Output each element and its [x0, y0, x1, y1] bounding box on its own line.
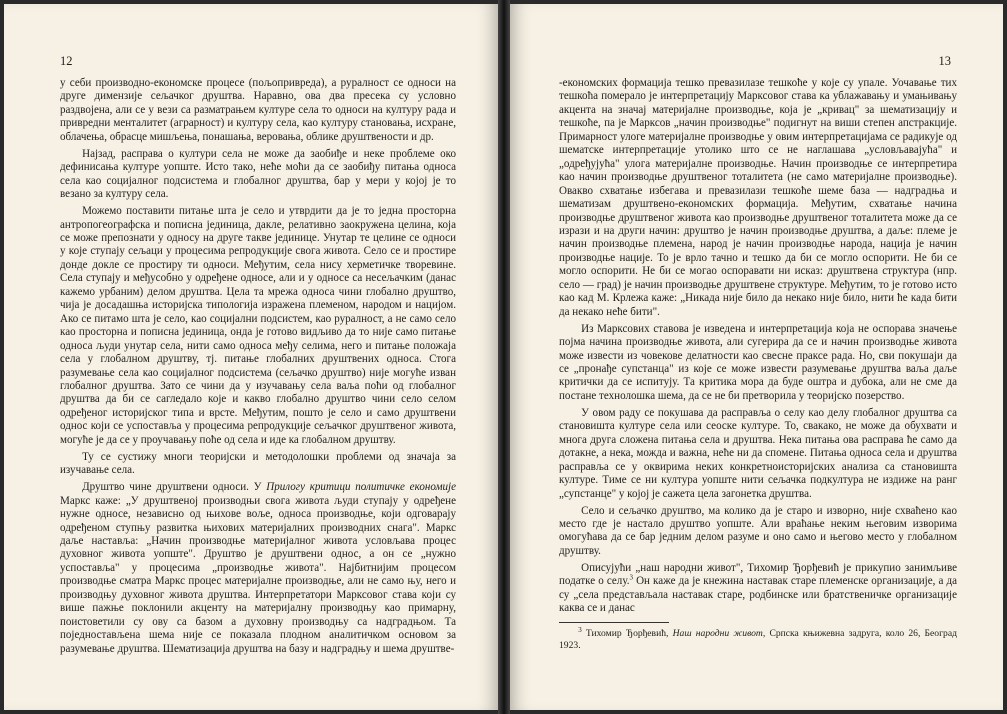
paragraph — [559, 77, 957, 319]
right-page-body — [559, 77, 957, 619]
book-gutter — [498, 0, 510, 714]
paragraph-text: Ту се сустижу многи теоријски и методолошки проблеми од значаја за изучавање села. — [60, 450, 456, 477]
footnote-author: Тихомир Ђорђевић, — [585, 628, 669, 639]
paragraph — [559, 323, 957, 404]
left-page-body — [60, 77, 456, 660]
paragraph — [60, 451, 456, 478]
paragraph-text: -економских формација тешко превазилазе тешкоће у које су упале. Уочавање тих тешкоћа померало је интерпретацију Марксовог става ка ублажавању и умањивању акцента на значај материјалне производње, која је „кривац" за шематизацију и тешкоће, па је Марксов „начин производње" подигнут на виши степен апстракције. Примарност улоге материјалне производње у овим интерпретацијама се радикује од шематске интерпретације утолико што се не наглашава „условљавајућа" и „одређујућа" улога материјалне производње. Начин производње се интерпретира као начин производње друштвеног тоталитета (не само материјалне производње). Овакво схватање избегава и превазилази тешкоће шеме база — надградња и шематизам друштвено-економских формација. Међутим, схватање начина производње друштвеног живота као производње друштвеног тоталитета може да се изрази и на други начин: друштво је начин производње друштва, а даље: племе је начин производње племена, народ је начин производње народа, нација је начин производње нације. То је врло тачно и тешко да би се могло оспорити. Не би се могло оспорити. Не би се могао оспоравати ни исказ: друштвена структура (нпр. село — град) је начин производње друштвене структуре. Међутим, то је готово исто као кад М. Крлежа каже: „Никада није било да некако није било, нити ће када бити да некако неће бити". — [559, 77, 957, 318]
footnote-marker: 3 — [578, 625, 582, 634]
footnote-title: Наш народни живот — [672, 628, 763, 639]
paragraph-text: У овом раду се покушава да расправља о селу као делу глобалног друштва са становишта културе села или сеоске културе. То, свакако, не може да обухвати и многа друга сложена питања села и друштва. Нека питања ова расправа ће само да дотакне, а нека, можда и важна, неће ни да спомене. Питања односа села и друштва расправља се у оквирима неких конкретноисторијских анализа са становишта културе. Тиме се ни култура уопште нити сељачка подкултура не издиже на ранг „супстанце" у којој је сажета цела загонетка друштва. — [559, 406, 957, 500]
footnote — [559, 625, 957, 652]
paragraph-text: Из Марксових ставова је изведена и интерпретација која не оспорава значење појма начина производње живота, али сугерира да се и начин производње живота може извести из човекове делатности као свесне праксе рада. Но, сви покушаји да се „пронађе супстанца" из које се може извести разумевање друштва ваља даље критички да се испитују. Та критика мора да буде оштра и дубока, али не сме да постане технолошка шема, да се не би претворила у теоријско позерство. — [559, 322, 957, 402]
paragraph-text: Он каже да је кнежина наставак старе племенске организације, а да су „села представљала наставак старе, родбинске или братственичке организације каква се и данас — [559, 575, 957, 615]
paragraph — [559, 562, 957, 616]
page-number-right: 13 — [938, 54, 951, 68]
footnote-details: , Српска књижевна задруга, коло 26, Београд 1923. — [559, 628, 957, 651]
footnote-divider — [559, 622, 669, 623]
paragraph — [60, 148, 456, 202]
paragraph-text: Описујући „наш народни живот", Тихомир Ђорђевић је прикупио занимљиве податке о селу. — [559, 561, 957, 588]
emphasized-title: Прилогу критици политичке економије — [266, 481, 456, 494]
paragraph-text: Можемо поставити питање шта је село и утврдити да је то једна просторна антропогеографска и пописна јединица, дакле, релативно заокружена целина, која се може препознати у односу на друге такве јединице. Унутар те целине се односи у које ступају сељаци у процесима репродукције свога живота. Село се и простире донде докле се простиру ти односи. Међутим, села нису херметичке творевине. Села ступају и међусобно у одређене односе, али и у односе са несељачким (данас кажемо урбаним) делом друштва. Цела та мрежа односа чини глобално друштво, чија је досадашња историјска типологија изражена племеном, народом и нацијом. Ако се питамо шта је село, као социјални подсистем, као руралност, а не само село као просторна и пописна јединица, онда је готово видљиво да то није само питање односа људи унутар села, нити само односа међу селима, него и питање положаја села у глобалном друштву, тј. питање глобалних друштвених односа. Стога разумевање села као социјалног подсистема (сељачко друштво) није могуће изван глобалног друштва. Зато се чини да у изучавању села ваља поћи од глобалног друштва да би се сагледало које и какво глобално друштво чини село селом одређеног историјског типа и врсте. Међутим, пошто је село и само друштвени однос који се успоставља у процесима репродукције сељачког друштвеног живота, могуће је да се у проучавању поће од села и иде ка глобалном друштву. — [60, 205, 456, 446]
paragraph — [60, 205, 456, 447]
paragraph — [60, 77, 456, 144]
page-number-left: 12 — [60, 54, 73, 68]
footnote-reference: 3 — [629, 573, 633, 582]
paragraph-text: Маркс каже: „У друштвеној производњи свога живота људи ступају у одређене нужне односе, независно од њихове воље, односа производње, који одговарају одређеном ступњу развитка њихових материјалних производних снага". Маркс даље наставља: „Начин производње материјалног живота условљава процес духовног живота уопште". Друштво је друштвени однос, а он се „нужно успоставља" у процесима „производње живота". Најбитнијим процесом производње сматра Маркс процес материјалне производње, али не само њу, него и производњу духовног живота друштва. Интерпретатори Марксовог става који су више пажње поклонили акценту на материјалну производњу као примарну, поистоветили су ову са базом а духовну производњу са надградњом. Та поједностављена шема није се показала плодном аналитичком основом за разумевање друштва. Шематизација друштва на базу и надградњу и шема друштве- — [60, 494, 456, 655]
right-page — [510, 4, 1003, 710]
paragraph-text: Село и сељачко друштво, ма колико да је старо и изворно, није схваћено као место где је настало друштво уопште. Али враћање неким његовим изворима омогућава да се бар једним делом разуме и оно само и његово место у глобалном друштву. — [559, 504, 957, 557]
paragraph-text: Друштво чине друштвени односи. У — [82, 481, 267, 494]
paragraph — [559, 407, 957, 501]
paragraph-text: у себи производно-економске процесе (пољопривреда), а руралност се односи на друге димензије сељачког друштва. Наравно, ова два пресека су условно раздвојена, али се у вези са разматрањем културе села то односи на културу рада и привредни менталитет (аграрност) и културу села, као културу становања, исхране, облачења, обрасце мишљења, понашања, веровања, облике друштвености и др. — [60, 77, 456, 143]
paragraph-text: Најзад, расправа о култури села не може да заобиђе и неке проблеме око дефинисања културе уопште. Исто тако, неће моћи да се заобиђу питања односа села као социјалног подсистема и глобалног друштва, бар у мери у којој је то везано за културу села. — [60, 147, 456, 201]
paragraph — [559, 505, 957, 559]
left-page — [4, 4, 498, 710]
paragraph — [60, 481, 456, 656]
